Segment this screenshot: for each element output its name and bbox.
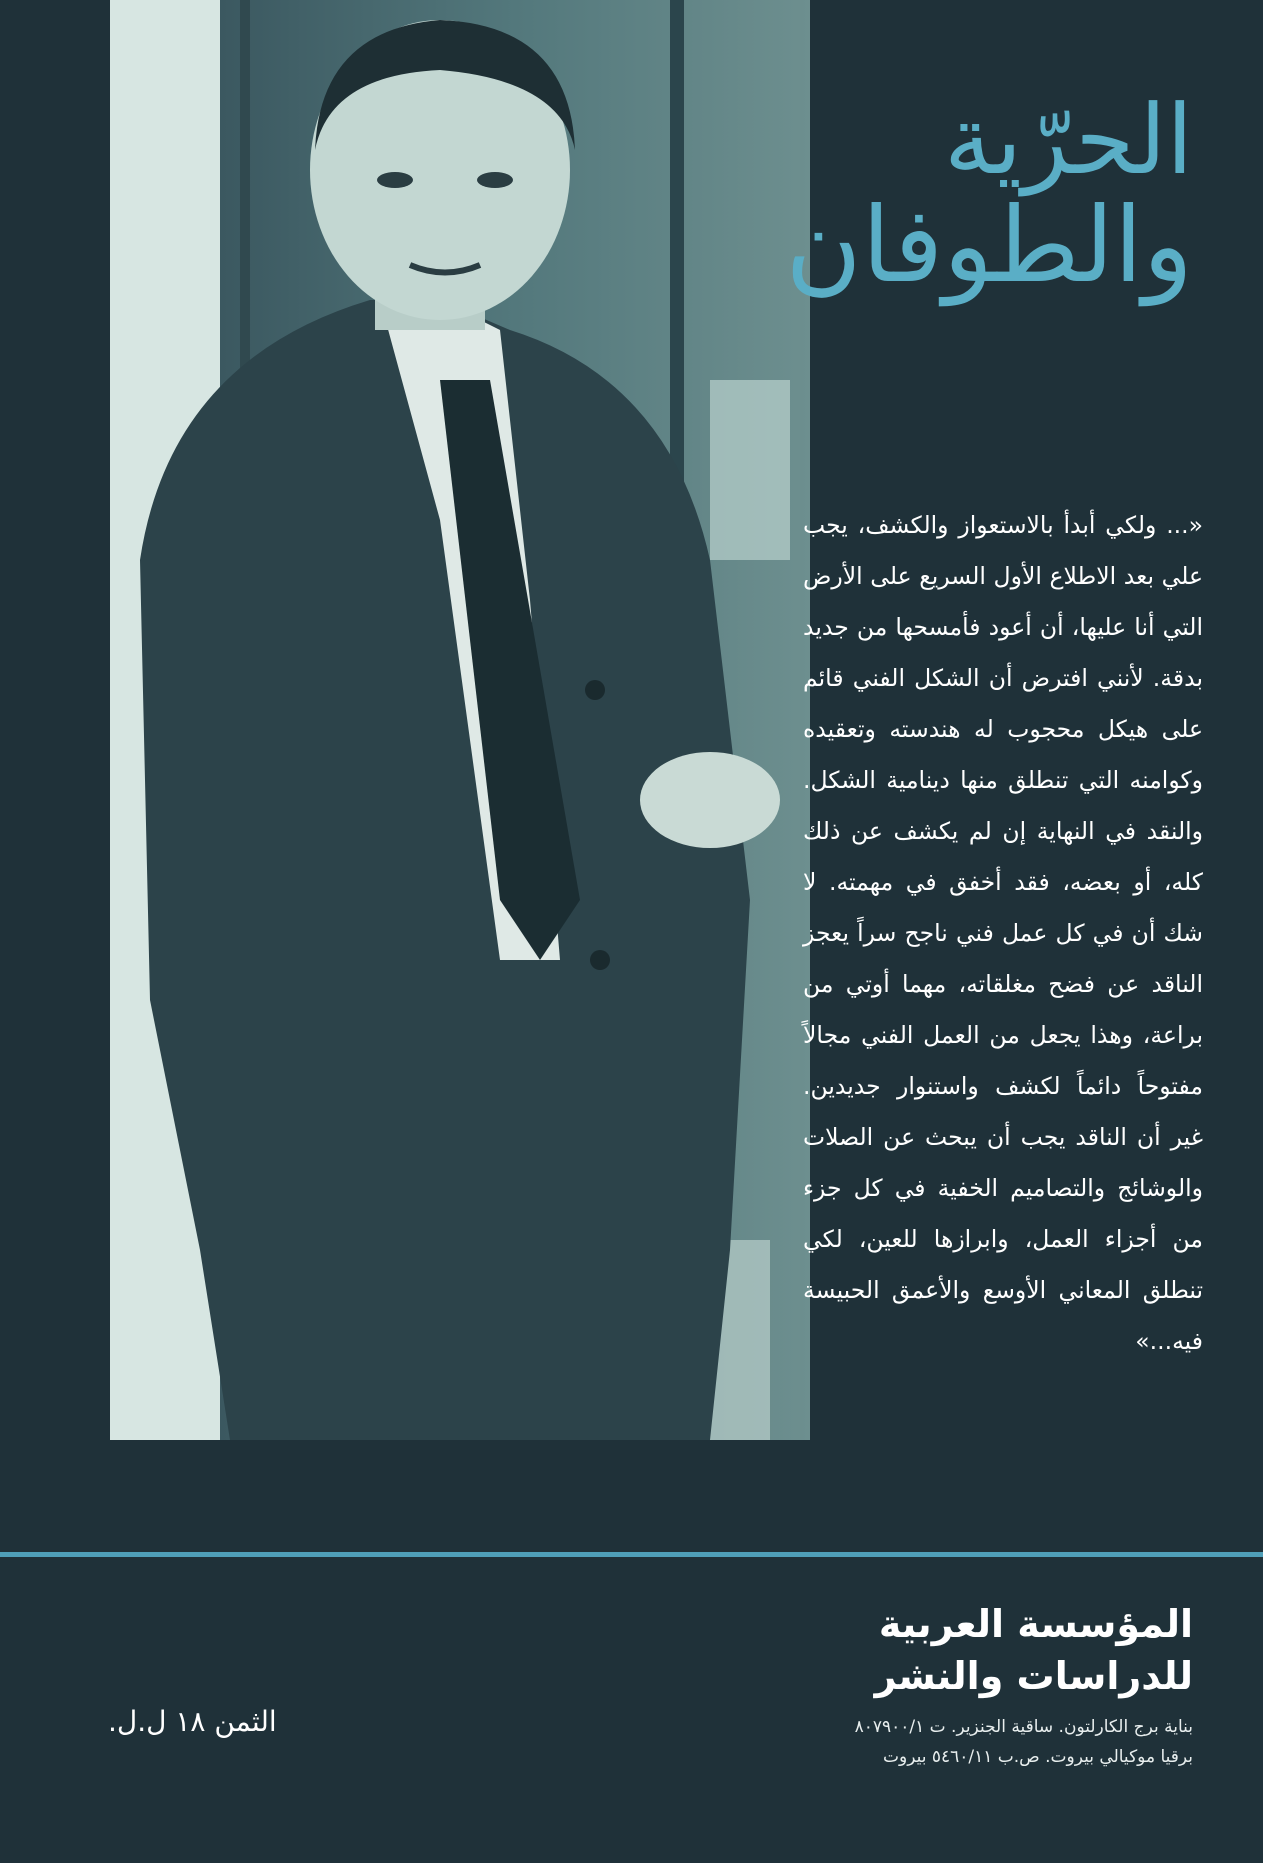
excerpt-quote: «... ولكي أبدأ بالاستعواز والكشف، يجب علي بعد الاطلاع الأول السريع على الأرض التي أنا عليها، أن أعود فأمسحها من جديد بدقة. لأنني افترض أن الشكل الفني قائم على هيكل محجوب له هندسته وتعقيده وكوامنه التي تنطلق منها دينامية الشكل. والنقد في النهاية إن لم يكشف عن ذلك كله، أو بعضه، فقد أخفق في مهمته. لا شك أن في كل عمل فني ناجح سراً يعجز الناقد عن فضح مغلقاته، مهما أوتي من براعة، وهذا يجعل من العمل الفني مجالاً مفتوحاً دائماً لكشف واستنوار جديدين. غير أن الناقد يجب أن يبحث عن الصلات والوشائج والتصاميم الخفية في كل جزء من أجزاء العمل، وابرازها للعين، لكي تنطلق المعاني الأوسع والأعمق الحبيسة فيه...» (803, 511, 1203, 1355)
price-label: الثمن ١٨ ل.ل. (108, 1705, 277, 1738)
title-line-2: والطوفان (785, 183, 1193, 306)
divider-rule (0, 1552, 1263, 1557)
author-portrait-illustration (110, 0, 810, 1440)
author-photo (110, 0, 810, 1440)
title-line-1: الحرّية (943, 84, 1193, 196)
publisher-block (753, 1598, 1193, 1772)
publisher-address-line-2: برقيا موكيالي بيروت. ص.ب ٥٤٦٠/١١ بيروت (883, 1747, 1193, 1767)
book-title (785, 84, 1193, 306)
publisher-name-line-1: المؤسسة العربية (878, 1602, 1193, 1646)
publisher-name-line-2: للدراسات والنشر (874, 1654, 1193, 1698)
publisher-address-line-1: بناية برج الكارلتون. ساقية الجنزير. ت ٨٠٧٩٠٠/١ (854, 1717, 1193, 1737)
